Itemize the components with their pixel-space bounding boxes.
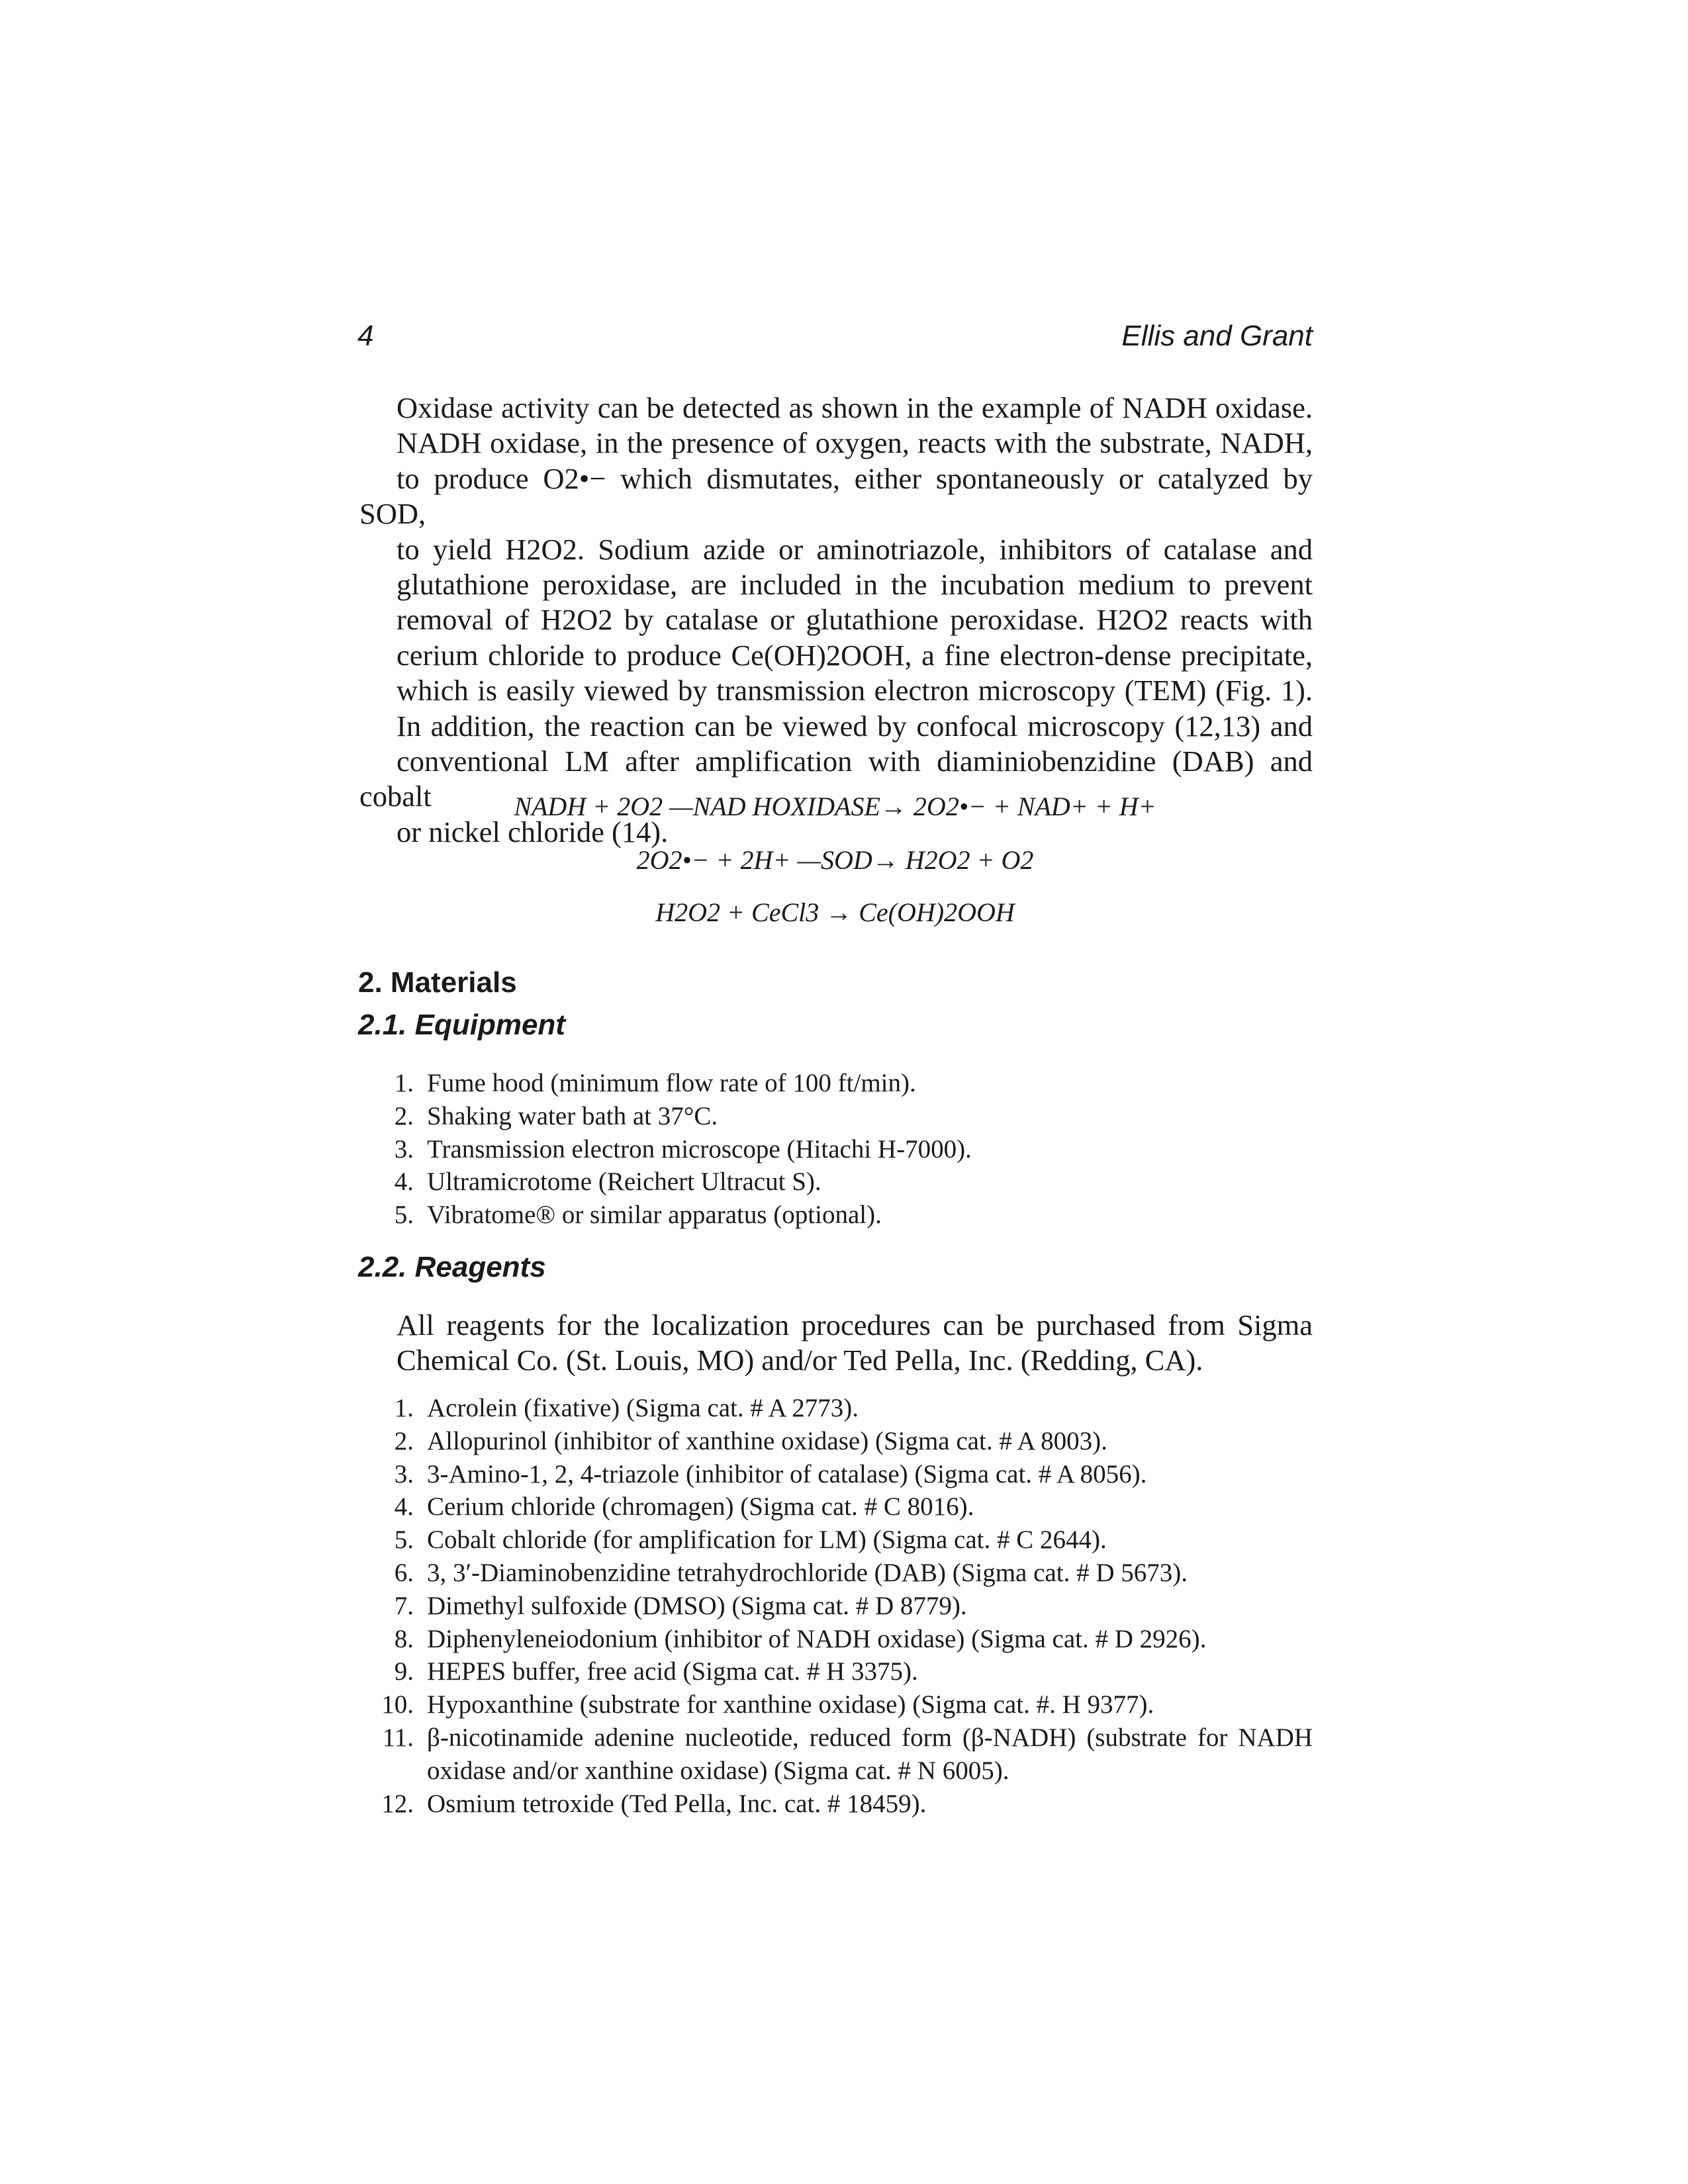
list-item xyxy=(359,1590,1313,1623)
list-number: 3. xyxy=(394,1134,414,1163)
equation-text: 2O2•− + 2H+ —SOD→ H2O2 + O2 xyxy=(636,845,1034,875)
list-text: Shaking water bath at 37°C. xyxy=(427,1101,718,1130)
list-item xyxy=(359,1392,1313,1425)
intro-paragraph xyxy=(359,390,1313,850)
text-line: Oxidase activity can be detected as shown in the example of NADH oxidase. xyxy=(397,391,1313,424)
text-line: to produce O2•− which dismutates, either spontaneously or catalyzed by SOD, xyxy=(359,461,1313,531)
equipment-list xyxy=(359,1067,1313,1232)
list-number: 8. xyxy=(394,1624,414,1653)
running-head xyxy=(357,320,1313,366)
section-heading-materials: 2. Materials xyxy=(358,966,517,999)
equation-sod-dismutation xyxy=(357,844,1313,884)
list-number: 11. xyxy=(382,1723,414,1752)
list-number: 7. xyxy=(394,1591,414,1620)
list-item xyxy=(359,1524,1313,1557)
text-line: cerium chloride to produce Ce(OH)2OOH, a fine electron-dense precipitate, xyxy=(397,638,1313,672)
list-text: Cerium chloride (chromagen) (Sigma cat. # C 8016). xyxy=(427,1492,974,1522)
list-text: Vibratome® or similar apparatus (optional). xyxy=(427,1201,882,1230)
text-line: conventional LM after amplification with diaminiobenzidine (DAB) and cobalt xyxy=(359,745,1313,813)
text-line: to yield H2O2. Sodium azide or aminotriazole, inhibitors of catalase and xyxy=(397,532,1313,566)
list-text: 3-Amino-1, 2, 4-triazole (inhibitor of catalase) (Sigma cat. # A 8056). xyxy=(427,1459,1147,1488)
list-item xyxy=(359,1458,1313,1491)
list-item xyxy=(359,1165,1313,1199)
list-text: Ultramicrotome (Reichert Ultracut S). xyxy=(427,1167,821,1197)
text-line: or nickel chloride (14). xyxy=(397,815,669,848)
list-number: 1. xyxy=(394,1069,414,1097)
list-number: 2. xyxy=(394,1101,414,1130)
text-line: which is easily viewed by transmission electron microscopy (TEM) (Fig. 1). xyxy=(397,674,1313,707)
reagents-intro-paragraph xyxy=(359,1308,1313,1379)
list-item xyxy=(359,1133,1313,1166)
text-line: All reagents for the localization procedures can be purchased from Sigma xyxy=(397,1308,1313,1342)
list-number: 9. xyxy=(394,1657,414,1686)
list-item xyxy=(359,1425,1313,1458)
list-number: 4. xyxy=(394,1167,414,1197)
list-item xyxy=(359,1788,1313,1821)
equation-text: NADH + 2O2 —NAD HOXIDASE→ 2O2•− + NAD+ + H+ xyxy=(514,792,1156,821)
list-item xyxy=(359,1067,1313,1100)
list-text: Fume hood (minimum flow rate of 100 ft/min). xyxy=(427,1069,916,1097)
list-item xyxy=(359,1688,1313,1721)
text-line: NADH oxidase, in the presence of oxygen, reacts with the substrate, NADH, xyxy=(397,426,1313,460)
list-number: 10. xyxy=(381,1690,414,1719)
list-text: Transmission electron microscope (Hitachi H-7000). xyxy=(427,1134,972,1163)
list-text: 3, 3′-Diaminobenzidine tetrahydrochloride (DAB) (Sigma cat. # D 5673). xyxy=(427,1558,1188,1587)
reagents-list xyxy=(359,1392,1313,1820)
equation-cerium-precipitate xyxy=(357,897,1313,936)
list-text: Hypoxanthine (substrate for xanthine oxidase) (Sigma cat. #. H 9377). xyxy=(427,1690,1154,1719)
equation-nadh-oxidase xyxy=(357,791,1313,831)
list-number: 3. xyxy=(394,1459,414,1488)
list-number: 12. xyxy=(381,1789,414,1818)
subsection-heading-equipment: 2.1. Equipment xyxy=(358,1009,565,1041)
list-text: Osmium tetroxide (Ted Pella, Inc. cat. # 18459). xyxy=(427,1789,927,1818)
list-text: β-nicotinamide adenine nucleotide, reduced form (β-NADH) (substrate for NADH oxidase and/or xanthine oxidase) (Sigma cat. # N 6005). xyxy=(427,1723,1313,1785)
list-item xyxy=(359,1199,1313,1232)
text-line: glutathione peroxidase, are included in the incubation medium to prevent xyxy=(397,568,1313,602)
list-number: 5. xyxy=(394,1525,414,1555)
list-text: Cobalt chloride (for amplification for LM) (Sigma cat. # C 2644). xyxy=(427,1525,1107,1555)
equation-text: H2O2 + CeCl3 → Ce(OH)2OOH xyxy=(655,897,1015,927)
running-head-authors: Ellis and Grant xyxy=(1121,320,1313,352)
list-text: Allopurinol (inhibitor of xanthine oxidase) (Sigma cat. # A 8003). xyxy=(427,1426,1107,1455)
list-number: 1. xyxy=(394,1394,414,1422)
list-item xyxy=(359,1623,1313,1656)
list-number: 6. xyxy=(394,1558,414,1587)
list-text: HEPES buffer, free acid (Sigma cat. # H 3375). xyxy=(427,1657,918,1686)
text-line: removal of H2O2 by catalase or glutathione peroxidase. H2O2 reacts with xyxy=(397,603,1313,637)
subsection-heading-reagents: 2.2. Reagents xyxy=(358,1251,546,1283)
list-text: Dimethyl sulfoxide (DMSO) (Sigma cat. # D 8779). xyxy=(427,1591,967,1620)
text-line: In addition, the reaction can be viewed by confocal microscopy (12,13) and xyxy=(397,709,1313,743)
text-line: Chemical Co. (St. Louis, MO) and/or Ted Pella, Inc. (Redding, CA). xyxy=(397,1343,1203,1377)
list-item xyxy=(359,1655,1313,1688)
list-number: 4. xyxy=(394,1492,414,1522)
list-item xyxy=(359,1721,1313,1788)
list-item xyxy=(359,1490,1313,1524)
list-item xyxy=(359,1100,1313,1133)
list-number: 5. xyxy=(394,1201,414,1230)
list-text: Diphenyleneiodonium (inhibitor of NADH oxidase) (Sigma cat. # D 2926). xyxy=(427,1624,1207,1653)
list-number: 2. xyxy=(394,1426,414,1455)
list-text: Acrolein (fixative) (Sigma cat. # A 2773). xyxy=(427,1394,859,1422)
page-number: 4 xyxy=(357,320,374,352)
list-item xyxy=(359,1557,1313,1590)
